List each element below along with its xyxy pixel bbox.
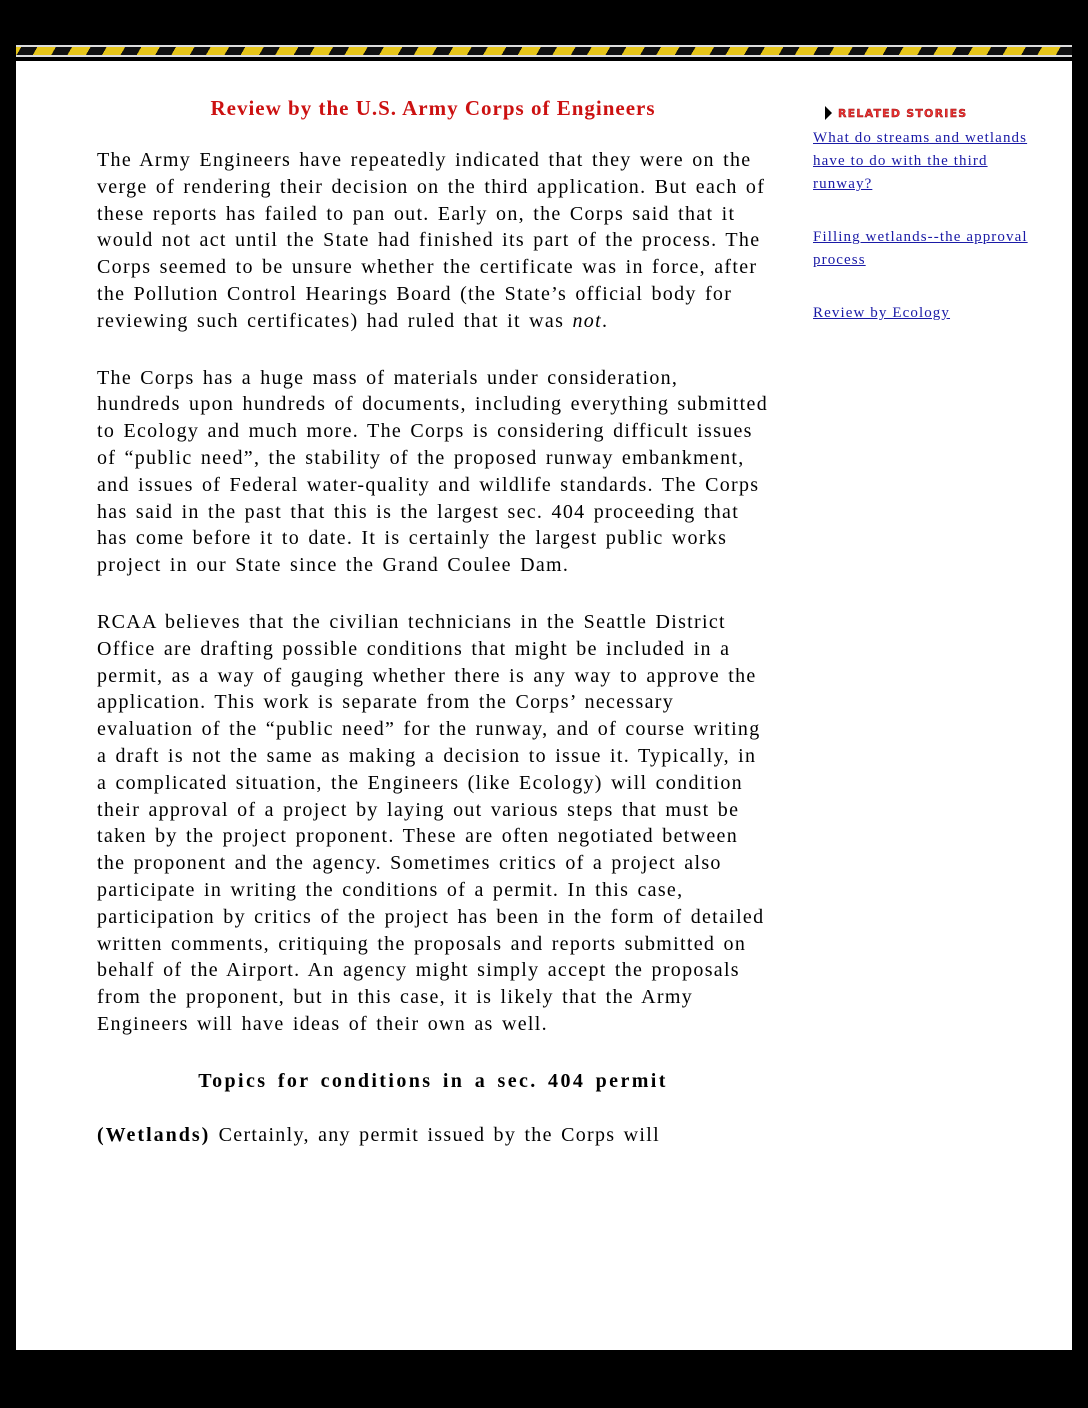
- paragraph-1: [97, 147, 769, 335]
- paragraph-3: RCAA believes that the civilian technicians in the Seattle District Office are drafting possible conditions that might be included in a permit, as a way of gauging whether there is any way to approve the application. This work is separate from the Corps’ necessary evaluation of the “public need” for the runway, and of course writing a draft is not the same as making a decision to issue it. Typically, in a complicated situation, the Engineers (like Ecology) will condition their approval of a project by laying out various steps that must be taken by the project proponent. These are often negotiated between the proponent and the agency. Sometimes critics of a project also participate in writing the conditions of a permit. In this case, participation by critics of the project has been in the form of detailed written comments, critiquing the proposals and reports submitted on behalf of the Airport. An agency might simply accept the proposals from the proponent, but in this case, it is likely that the Army Engineers will have ideas of their own as well.: [97, 610, 765, 1035]
- wetlands-lead: (Wetlands): [97, 1123, 211, 1146]
- related-stories-header: [813, 103, 1043, 123]
- paragraph-1-text: The Army Engineers have repeatedly indicated that they were on the verge of rendering their decision on the third application. But each of these reports has failed to pan out. Early on, the Corps said that it would not act until the State had finished its part of the process. The Corps seemed to be unsure whether the certificate was in force, after the Pollution Control Hearings Board (the State’s official body for reviewing such certificates) had ruled that it was: [97, 149, 766, 332]
- emphasis-not: not: [572, 309, 602, 332]
- sidebar: [813, 103, 1043, 355]
- section-title: Review by the U.S. Army Corps of Engineers: [210, 96, 656, 120]
- paragraph-1-end: .: [601, 309, 609, 332]
- related-link-streams-wetlands[interactable]: What do streams and wetlands have to do with the third runway?: [813, 130, 1028, 192]
- related-stories-label: RELATED STORIES: [838, 106, 968, 120]
- related-link-filling-wetlands[interactable]: Filling wetlands--the approval process: [813, 229, 1028, 268]
- paragraph-wetlands: [97, 1122, 769, 1149]
- wetlands-text: Certainly, any permit issued by the Corps will: [210, 1123, 660, 1146]
- hazard-stripe-divider: [16, 45, 1072, 57]
- paragraph-2: The Corps has a huge mass of materials under consideration, hundreds upon hundreds of documents, including everything submitted to Ecology and much more. The Corps is considering difficult issues of “public need”, the stability of the proposed runway embankment, and issues of Federal water-quality and wildlife standards. The Corps has said in the past that this is the largest sec. 404 proceeding that has come before it to date. It is certainly the largest public works project in our State since the Grand Coulee Dam.: [97, 366, 769, 577]
- subheading-topics: Topics for conditions in a sec. 404 permit: [198, 1069, 668, 1092]
- arrow-right-icon: [825, 106, 832, 120]
- top-black-bar: [0, 0, 1088, 44]
- page-content: [16, 61, 1072, 1350]
- article-body: [97, 95, 769, 1179]
- related-link-review-ecology[interactable]: Review by Ecology: [813, 305, 951, 321]
